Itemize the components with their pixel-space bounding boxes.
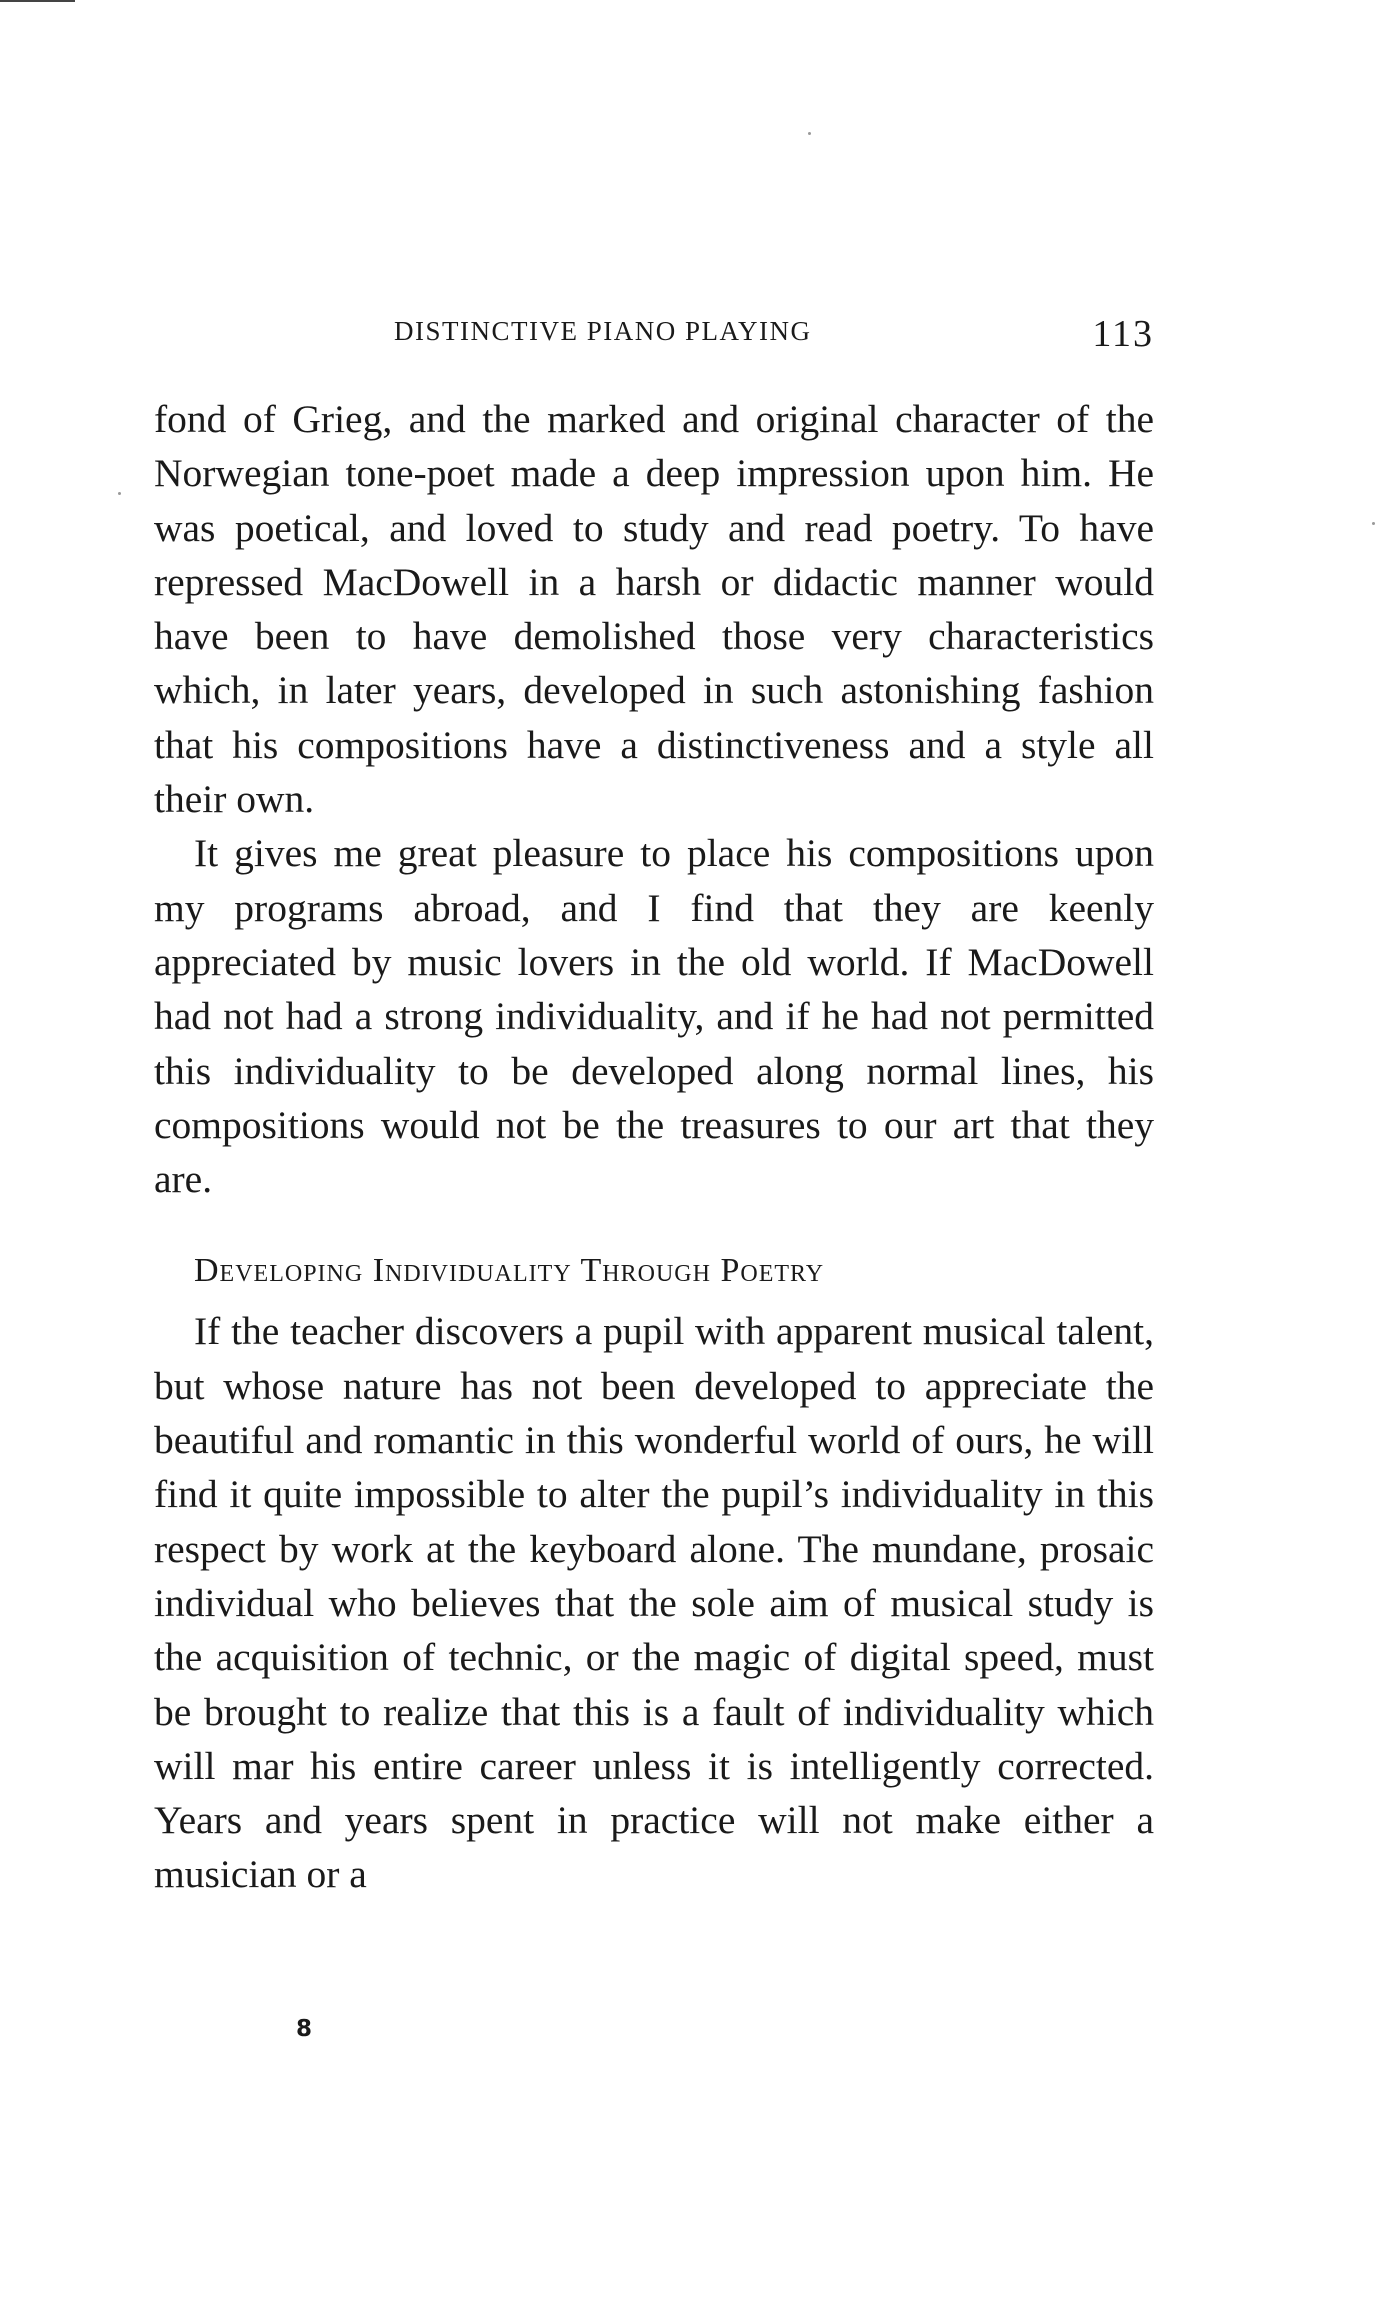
paragraph-continuation: fond of Grieg, and the marked and original character of the Norwegian tone-poet made a deep impression upon him. He was poetical, and loved to study and read poetry. To have repressed MacDowell in a harsh or didactic manner would have been to have demolished those very characteristics which, in later years, developed in such astonishing fashion that his compositions have a distinctiveness and a style all their own. xyxy=(154,397,1154,822)
section-heading: Developing Individuality Through Poetry xyxy=(194,1252,825,1290)
corner-rule xyxy=(0,0,75,2)
paragraph: It gives me great pleasure to place his compositions upon my programs abroad, and I find that they are keenly appreciated by music lovers in the old world. If MacDowell had not had a strong individuality, and if he had not permitted this individuality to be developed along normal lines, his compositions would not be the treasures to our art that they are. xyxy=(154,831,1154,1202)
paper-speck xyxy=(808,132,811,135)
running-title: DISTINCTIVE PIANO PLAYING xyxy=(394,316,812,346)
running-head xyxy=(154,312,1154,362)
paragraph: If the teacher discovers a pupil with apparent musical talent, but whose nature has not been developed to appreciate the beautiful and romantic in this wonderful world of ours, he will find it quite impossible to alter the pupil’s individuality in this respect by work at the keyboard alone. The mundane, prosaic individual who believes that the sole aim of musical study is the acquisition of technic, or the magic of digital speed, must be brought to realize that this is a fault of individuality which will mar his entire career unless it is intelligently corrected. Years and years spent in practice will not make either a musician or a xyxy=(154,1309,1154,1897)
page-number: 113 xyxy=(1092,313,1154,355)
signature-mark: 8 xyxy=(296,2016,313,2042)
body-text xyxy=(154,392,1154,1902)
paper-speck xyxy=(1372,522,1375,525)
paper-speck xyxy=(118,492,121,495)
